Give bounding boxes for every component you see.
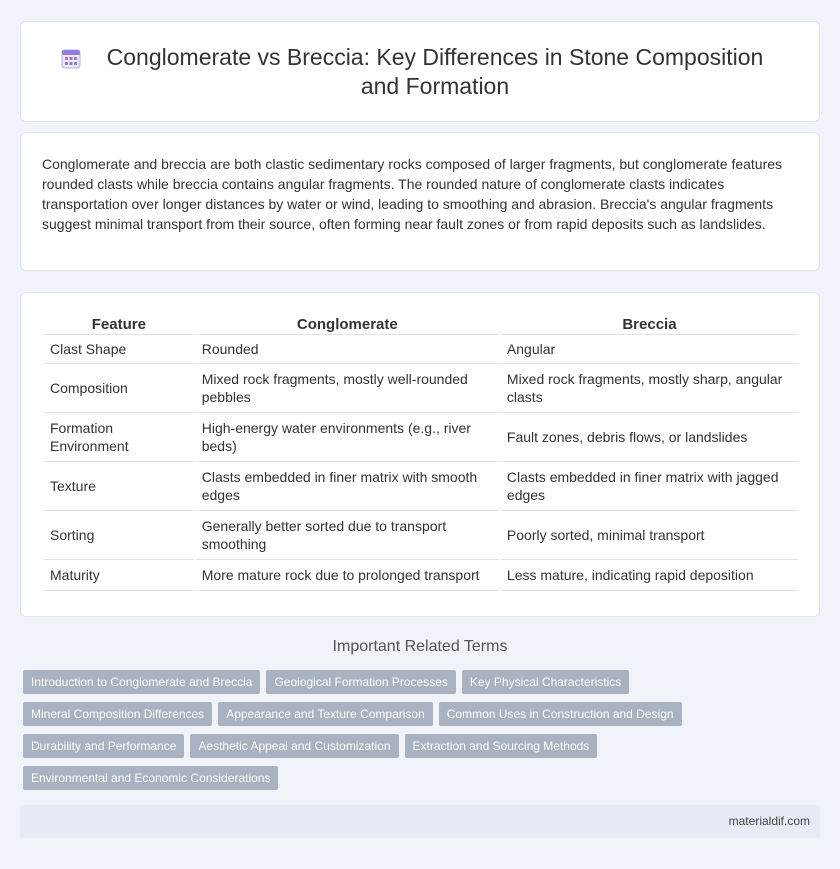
table-cell: Poorly sorted, minimal transport <box>501 511 798 560</box>
table-cell: Sorting <box>44 511 194 560</box>
related-term-tag[interactable]: Extraction and Sourcing Methods <box>405 734 598 758</box>
table-row <box>44 335 798 364</box>
column-header: Conglomerate <box>196 315 499 335</box>
table-header-row <box>44 315 798 335</box>
intro-paragraph: Conglomerate and breccia are both clastic sedimentary rocks composed of larger fragments, but conglomerate features rounded clasts while breccia contains angular fragments. The rounded nature of conglomerate clasts indicates transportation over longer distances by water or wind, leading to smoothing and abrasion. Breccia's angular fragments suggest minimal transport from their source, often forming near fault zones or from rapid deposits such as landslides. <box>42 156 783 232</box>
table-row <box>44 413 798 462</box>
table-cell: Less mature, indicating rapid deposition <box>501 560 798 591</box>
related-term-tag[interactable]: Introduction to Conglomerate and Breccia <box>23 670 260 694</box>
column-header: Breccia <box>501 315 798 335</box>
related-term-tag[interactable]: Durability and Performance <box>23 734 184 758</box>
table-cell: Mixed rock fragments, mostly well-rounded pebbles <box>196 364 499 413</box>
column-header: Feature <box>44 315 194 335</box>
related-term-tag[interactable]: Geological Formation Processes <box>266 670 455 694</box>
table-row <box>44 462 798 511</box>
intro-card <box>20 132 820 271</box>
table-cell: More mature rock due to prolonged transport <box>196 560 499 591</box>
comparison-table-card <box>20 292 820 617</box>
table-cell: Clast Shape <box>44 335 194 364</box>
related-terms-list <box>23 670 723 798</box>
site-link[interactable]: materialdif.com <box>728 814 810 828</box>
related-term-tag[interactable]: Appearance and Texture Comparison <box>218 702 433 726</box>
comparison-table <box>42 315 800 591</box>
table-cell: Angular <box>501 335 798 364</box>
table-row <box>44 511 798 560</box>
table-cell: Generally better sorted due to transport smoothing <box>196 511 499 560</box>
related-terms-title: Important Related Terms <box>332 638 508 655</box>
footer <box>20 805 820 838</box>
table-cell: Clasts embedded in finer matrix with smooth edges <box>196 462 499 511</box>
table-cell: Texture <box>44 462 194 511</box>
page-title: Conglomerate vs Breccia: Key Differences in Stone Composition and Formation <box>106 44 764 99</box>
table-cell: Clasts embedded in finer matrix with jagged edges <box>501 462 798 511</box>
table-cell: Rounded <box>196 335 499 364</box>
related-term-tag[interactable]: Common Uses in Construction and Design <box>439 702 682 726</box>
related-term-tag[interactable]: Key Physical Characteristics <box>462 670 629 694</box>
table-row <box>44 364 798 413</box>
table-cell: Formation Environment <box>44 413 194 462</box>
table-row <box>44 560 798 591</box>
table-cell: Fault zones, debris flows, or landslides <box>501 413 798 462</box>
related-term-tag[interactable]: Environmental and Economic Considerations <box>23 766 278 790</box>
table-cell: Mixed rock fragments, mostly sharp, angular clasts <box>501 364 798 413</box>
header-card <box>20 21 820 122</box>
related-term-tag[interactable]: Mineral Composition Differences <box>23 702 212 726</box>
related-term-tag[interactable]: Aesthetic Appeal and Customization <box>190 734 398 758</box>
table-cell: Composition <box>44 364 194 413</box>
table-cell: Maturity <box>44 560 194 591</box>
table-cell: High-energy water environments (e.g., river beds) <box>196 413 499 462</box>
